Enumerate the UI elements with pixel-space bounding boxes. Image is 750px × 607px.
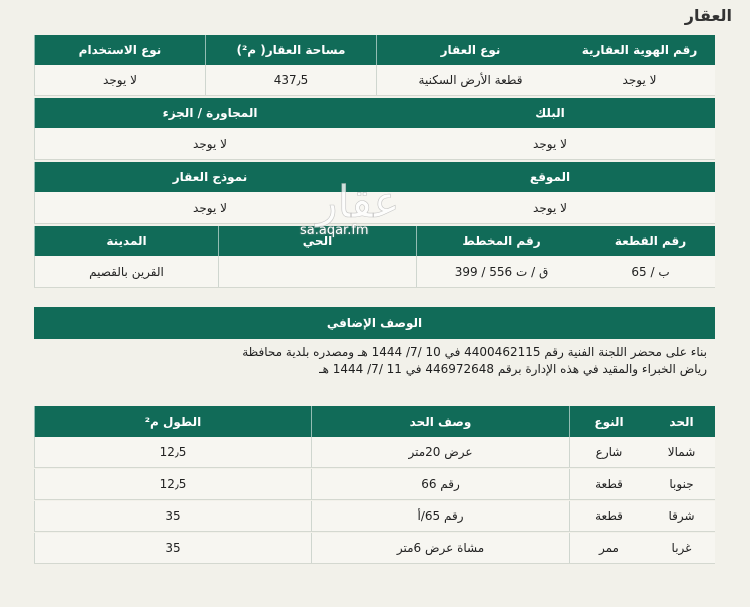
boundary-length: 12٫5 [34,437,311,467]
value-property-type: قطعة الأرض السكنية [376,65,564,95]
boundary-side: شرقا [668,509,695,523]
header-property-area: مساحة العقار( م²) [205,35,376,65]
description-header [34,307,715,339]
boundary-description: رقم 66 [311,469,569,499]
boundary-description: عرض 20متر [311,437,569,467]
boundary-side: جنوبا [669,477,694,491]
boundaries-header-row [34,406,715,437]
header-boundary-type: النوع [569,406,648,437]
description-title: الوصف الإضافي [326,316,423,330]
header-property-model: نموذج العقار [34,162,385,192]
header-district: الحي [218,226,416,256]
section-title: العقار [684,6,732,25]
value-city: القرين بالقصيم [34,256,218,287]
value-location: لا يوجد [533,200,567,215]
block-values-row [34,128,715,160]
table-row [34,533,715,564]
boundary-side: غربا [671,541,692,555]
value-plot-number: 65 / ب [631,264,670,279]
watermark-url: sa.aqar.fm [300,223,369,238]
boundary-description: رقم 65/أ [311,501,569,531]
table-row [34,437,715,468]
value-usage-type: لا يوجد [34,65,205,95]
value-block: لا يوجد [533,136,567,151]
header-boundary-length: الطول م² [34,406,311,437]
table-row [34,501,715,532]
description-body [34,339,715,395]
table-row [34,469,715,500]
header-plot-number: رقم القطعة [614,234,687,248]
header-boundary-side: الحد [669,414,694,429]
value-neighborhood-part: لا يوجد [34,128,385,159]
boundary-description: مشاة عرض 6متر [311,533,569,563]
description-line-1: بناء على محضر اللجنة الفنية رقم 4400462115 في 10 /7/ 1444 هـ ومصدره بلدية محافظة [242,345,707,359]
boundary-type: قطعة [569,469,648,499]
plot-values-row [34,256,715,288]
value-plan-number: 399 / ق / ت 556 [416,256,586,287]
boundary-type: قطعة [569,501,648,531]
header-neighborhood-part: المجاورة / الجزء [34,98,385,128]
value-district [218,256,416,287]
header-property-type: نوع العقار [376,35,564,65]
block-header-row [34,98,715,128]
header-block: البلك [535,106,565,120]
boundary-length: 35 [34,501,311,531]
boundary-side: شمالا [667,445,696,459]
header-city: المدينة [34,226,218,256]
description-line-2: رياض الخبراء والمقيد في هذه الإدارة برقم 446972648 في 11 /7/ 1444 هـ [319,362,707,376]
watermark-logo-text: عقار [316,177,400,228]
header-boundary-description: وصف الحد [311,406,569,437]
property-values-row [34,65,715,96]
header-location: الموقع [529,170,571,184]
boundary-type: ممر [569,533,648,563]
header-plan-number: رقم المخطط [416,226,586,256]
value-property-id: لا يوجد [622,73,657,87]
value-property-area: 437٫5 [205,65,376,95]
boundary-length: 35 [34,533,311,563]
header-property-id: رقم الهوية العقارية [581,43,698,57]
header-usage-type: نوع الاستخدام [34,35,205,65]
boundary-length: 12٫5 [34,469,311,499]
property-header-row [34,35,715,65]
boundary-type: شارع [569,437,648,467]
value-property-model: لا يوجد [34,192,385,223]
